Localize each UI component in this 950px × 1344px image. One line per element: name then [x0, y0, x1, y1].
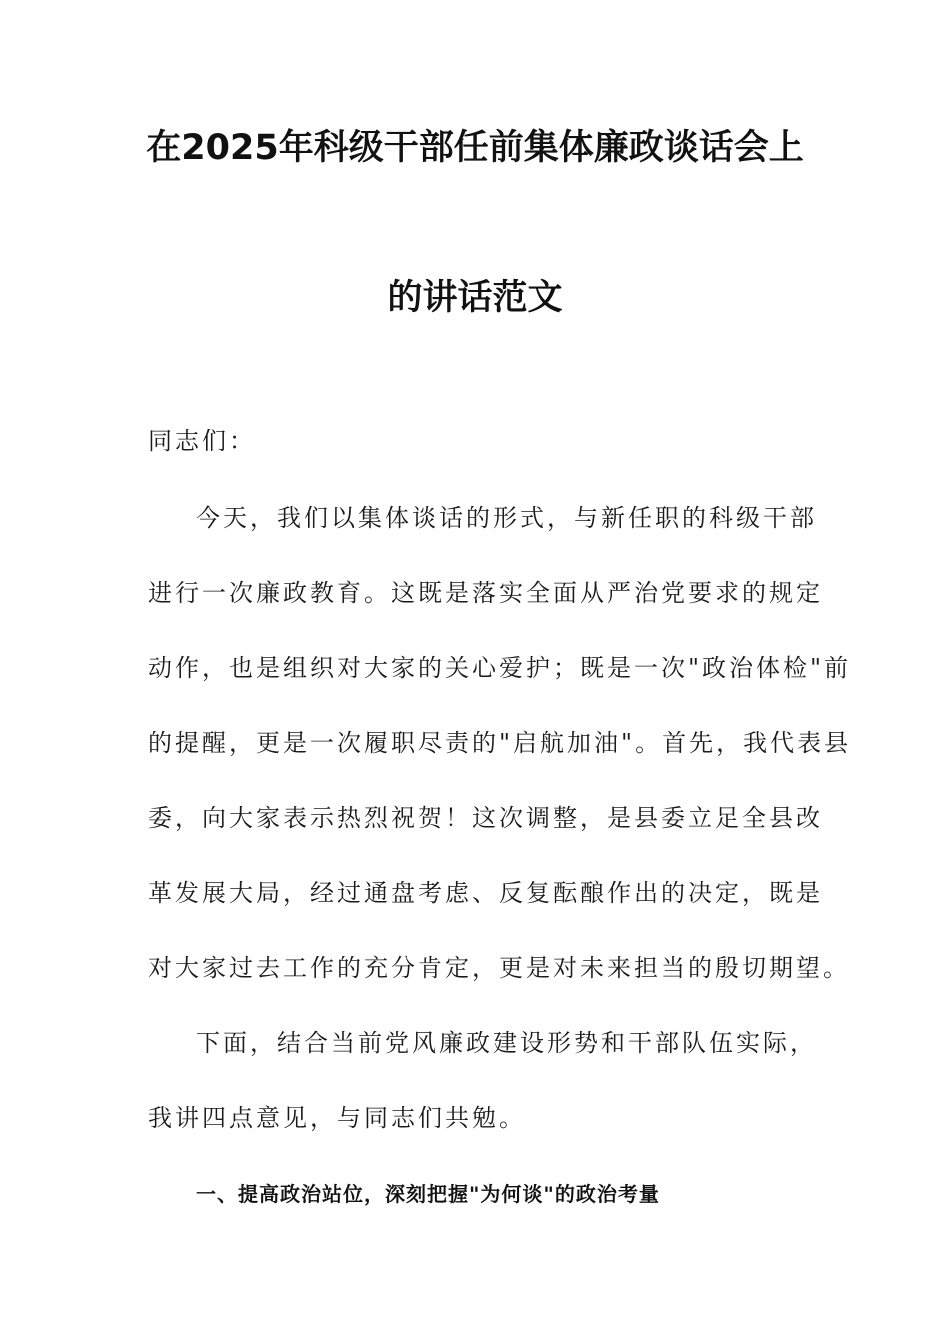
document-title-line-2: 的讲话范文 — [387, 278, 563, 318]
document-title-line-1: 在2025年科级干部任前集体廉政谈话会上 — [146, 128, 804, 168]
paragraph-line: 对大家过去工作的充分肯定，更是对未来担当的殷切期望。 — [148, 954, 850, 982]
paragraph-line: 的提醒，更是一次履职尽责的"启航加油"。首先，我代表县 — [148, 729, 852, 757]
section-heading: 一、提高政治站位，深刻把握"为何谈"的政治考量 — [196, 1182, 660, 1206]
paragraph-line: 今天，我们以集体谈话的形式，与新任职的科级干部 — [196, 504, 817, 532]
paragraph-line: 革发展大局，经过通盘考虑、反复酝酿作出的决定，既是 — [148, 879, 823, 907]
salutation: 同志们： — [148, 427, 256, 455]
paragraph-line: 下面，结合当前党风廉政建设形势和干部队伍实际， — [196, 1029, 817, 1057]
paragraph-line: 进行一次廉政教育。这既是落实全面从严治党要求的规定 — [148, 579, 823, 607]
paragraph-line: 我讲四点意见，与同志们共勉。 — [148, 1104, 526, 1132]
paragraph-line: 委，向大家表示热烈祝贺！这次调整，是县委立足全县改 — [148, 804, 823, 832]
paragraph-line: 动作，也是组织对大家的关心爱护；既是一次"政治体检"前 — [148, 654, 852, 682]
